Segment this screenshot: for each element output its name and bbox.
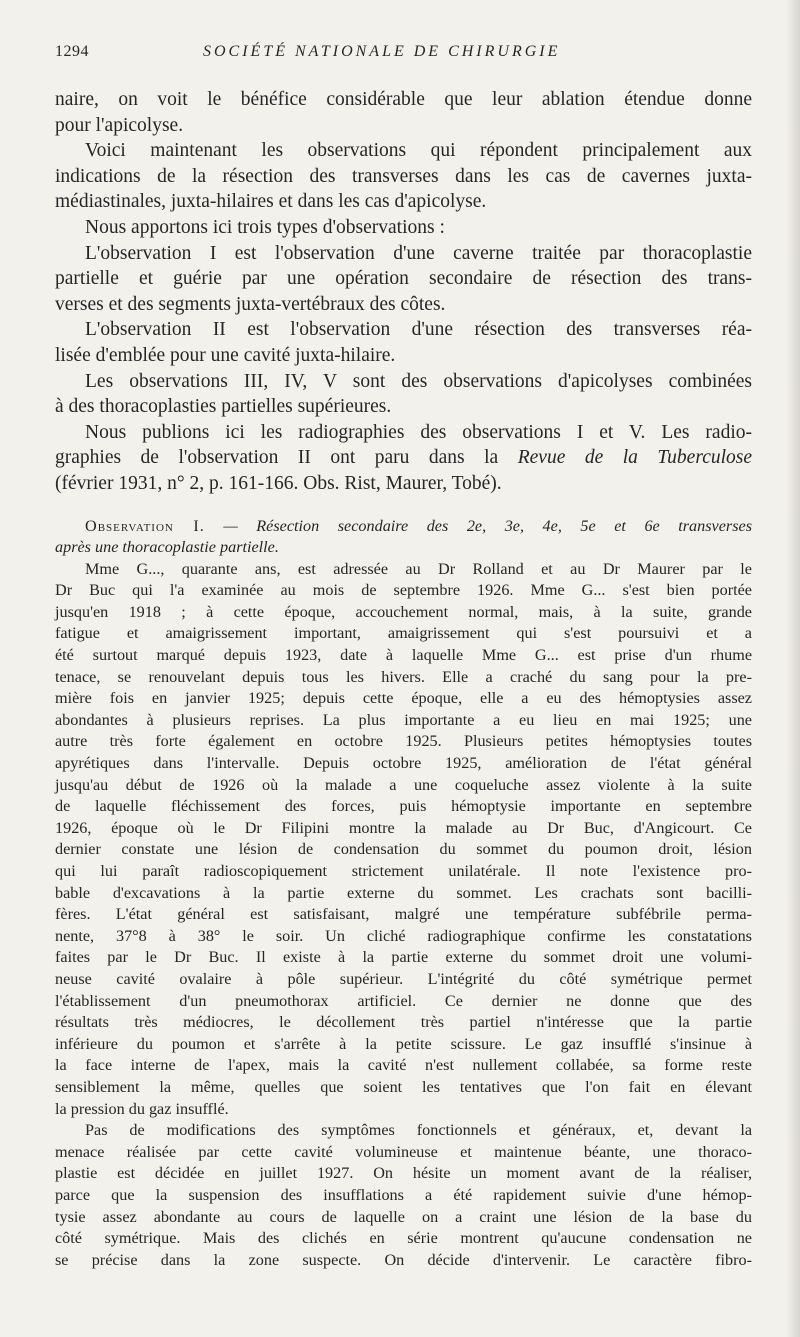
observation-heading <box>55 516 752 538</box>
page-number: 1294 <box>55 43 89 60</box>
text-line: Nous publions ici les radiographies des observations I et V. Les radio- <box>85 421 752 443</box>
text-line: Nous apportons ici trois types d'observations : <box>85 216 445 238</box>
text-line: L'observation II est l'observation d'une résection des transverses réa- <box>85 319 752 341</box>
text-line: médiastinales, juxta-hilaires et dans les cas d'apicolyse. <box>55 191 487 213</box>
text-line: nente, 37°8 à 38° le soir. Un cliché radiographique confirme les constatations <box>55 926 752 945</box>
text-line: côté symétrique. Mais des clichés en série montrent qu'aucune condensation ne <box>55 1229 752 1248</box>
text-line: L'observation I est l'observation d'une caverne traitée par thoracoplastie <box>85 242 752 264</box>
text-line: menace réalisée par cette cavité volumineuse et maintenue béante, une thoraco- <box>55 1142 752 1161</box>
text-line: tenace, se renouvelant depuis tous les hivers. Elle a craché du sang pour la pre- <box>55 667 752 686</box>
text-line: bable d'excavations à la partie externe du sommet. Les crachats sont bacilli- <box>55 883 752 902</box>
text-line: plastie est décidée en juillet 1927. On hésite un moment avant de la réaliser, <box>55 1164 752 1183</box>
text-line: indications de la résection des transverses dans les cas de cavernes juxta- <box>55 165 752 187</box>
text-line: jusqu'au début de 1926 où la malade a une coqueluche assez violente à la suite <box>55 775 752 794</box>
text-line: partielle et guérie par une opération secondaire de résection des trans- <box>55 268 752 290</box>
text-line: naire, on voit le bénéfice considérable que leur ablation étendue donne <box>55 89 752 110</box>
observation-section <box>55 516 752 1272</box>
text-line: autre très forte également en octobre 1925. Plusieurs petites hémoptysies toutes <box>55 732 752 751</box>
observation-title-cont: après une thoracoplastie partielle. <box>55 538 279 557</box>
running-header <box>55 43 752 69</box>
text-line: faites par le Dr Buc. Il existe à la partie externe du sommet droit une volumi- <box>55 948 752 967</box>
text-line: la pression du gaz insufflé. <box>55 1099 229 1118</box>
text-line: parce que la suspension des insufflations a été rapidement suivie d'une hémop- <box>55 1185 752 1204</box>
intro-section <box>55 87 752 497</box>
text-line: la face interne de l'apex, mais la cavité n'est nullement collabée, sa forme reste <box>55 1056 752 1075</box>
text-line: à des thoracoplasties partielles supérieures. <box>55 396 392 418</box>
text-line: qui lui paraît radioscopiquement strictement unilatérale. Il note l'existence pro- <box>55 862 752 880</box>
text-line: pour l'apicolyse. <box>55 114 184 136</box>
text-line: abondantes à plusieurs reprises. La plus importante a eu lieu en mai 1925; une <box>55 710 752 729</box>
text-line: l'établissement d'un pneumothorax artificiel. Ce dernier ne donne que des <box>55 991 752 1010</box>
text-line: Mme G..., quarante ans, est adressée au Dr Rolland et au Dr Maurer par le <box>85 559 752 578</box>
text-line: jusqu'en 1918 ; à cette époque, accouchement normal, mais, à la suite, grande <box>55 602 752 621</box>
text-line: fères. L'état général est satisfaisant, malgré une température subfébrile perma- <box>55 905 752 924</box>
text-line: résultats très médiocres, le décollement très partiel n'intéresse que la partie <box>55 1013 752 1032</box>
text-line: été surtout marqué depuis 1923, date à laquelle Mme G... est prise d'un rhume <box>55 646 752 665</box>
text-line: inférieure du poumon et s'arrête à la petite scissure. Le gaz insufflé s'insinue à <box>55 1034 752 1053</box>
text-line <box>55 445 752 471</box>
text-line: lisée d'emblée pour une cavité juxta-hilaire. <box>55 344 396 366</box>
text-line: dernier constate une lésion de condensation du sommet du poumon droit, lésion <box>55 840 752 859</box>
page-body <box>55 87 752 1271</box>
text-line: mière fois en janvier 1925; depuis cette époque, elle a eu des hémoptysies assez <box>55 689 752 708</box>
text-line: apyrétiques dans l'intervalle. Depuis octobre 1925, amélioration de l'état général <box>55 754 752 773</box>
journal-title: Revue de la Tuberculose <box>517 447 753 469</box>
running-title: SOCIÉTÉ NATIONALE DE CHIRURGIE <box>203 43 561 60</box>
text-line: Pas de modifications des symptômes fonctionnels et généraux, et, devant la <box>85 1121 752 1140</box>
text-line: fatigue et amaigrissement important, amaigrissement qui s'est poursuivi et a <box>55 624 752 643</box>
text-line: verses et des segments juxta-vertébraux des côtes. <box>55 293 446 315</box>
text-line: de laquelle fléchissement des forces, puis hémoptysie importante en septembre <box>55 797 752 816</box>
observation-label: Observation I. <box>85 516 205 535</box>
text-line: tysie assez abondante au cours de laquelle on a craint une lésion de la base du <box>55 1207 752 1226</box>
page-edge-shadow <box>786 0 800 1337</box>
text-line: neuse cavité ovalaire à pôle supérieur. L'intégrité du côté symétrique permet <box>55 969 752 988</box>
text-segment: graphies de l'observation II ont paru dans la <box>55 447 499 469</box>
text-line: 1926, époque où le Dr Filipini montre la malade au Dr Buc, d'Angicourt. Ce <box>55 818 752 837</box>
text-line: Dr Buc qui l'a examinée au mois de septembre 1926. Mme G... s'est bien portée <box>55 581 752 600</box>
text-line: Voici maintenant les observations qui répondent principalement aux <box>85 140 752 162</box>
text-line: Les observations III, IV, V sont des observations d'apicolyses combinées <box>85 370 752 392</box>
observation-title: — Résection secondaire des 2e, 3e, 4e, 5e et 6e transverses <box>204 516 753 535</box>
text-line: sensiblement la même, quelles que soient les tentatives que l'on fait en élevant <box>55 1077 752 1096</box>
text-line: (février 1931, n° 2, p. 161-166. Obs. Rist, Maurer, Tobé). <box>55 472 502 494</box>
text-line: se précise dans la zone suspecte. On décide d'intervenir. Le caractère fibro- <box>55 1250 752 1269</box>
